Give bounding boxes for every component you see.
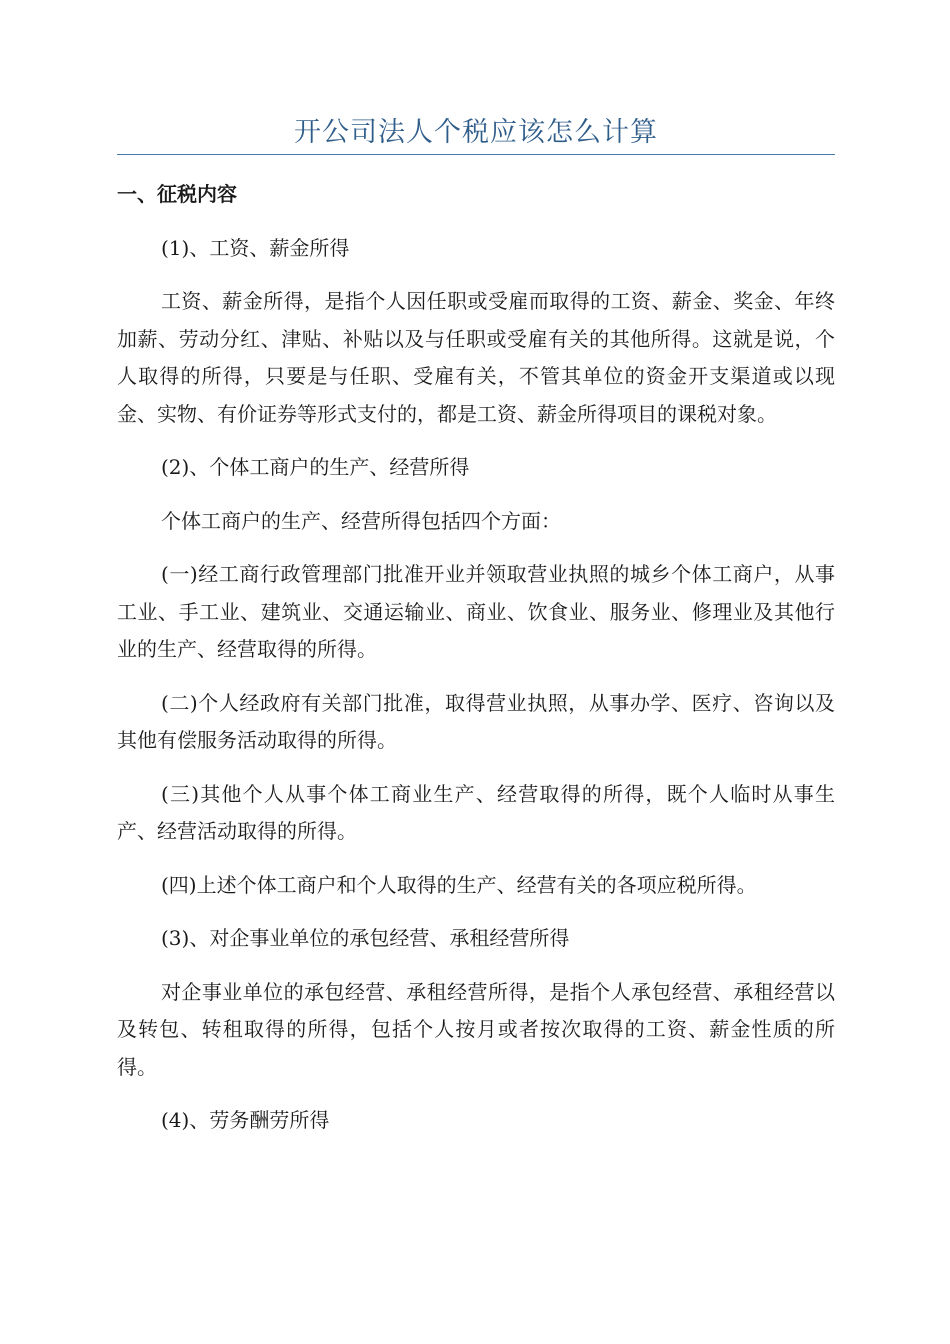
paragraph-contract-definition: 对企事业单位的承包经营、承租经营所得，是指个人承包经营、承租经营以及转包、转租取得的所得，包括个人按月或者按次取得的工资、薪金性质的所得。 [117, 979, 835, 1079]
subheading-wages: (1)、工资、薪金所得 [161, 235, 350, 260]
title-divider [117, 154, 835, 155]
subheading-business-income: (2)、个体工商户的生产、经营所得 [161, 455, 470, 479]
section-heading: 一、征税内容 [117, 182, 237, 206]
subheading-contract-income: (3)、对企事业单位的承包经营、承租经营所得 [161, 926, 570, 950]
paragraph-wages-definition: 工资、薪金所得，是指个人因任职或受雇而取得的工资、薪金、奖金、年终加薪、劳动分红、津贴、补贴以及与任职或受雇有关的其他所得。这就是说，个人取得的所得，只要是与任职、受雇有关，不管其单位的资金开支渠道或以现金、实物、有价证券等形式支付的，都是工资、薪金所得项目的课税对象。 [117, 289, 835, 426]
document-body [117, 176, 835, 1156]
page-title: 开公司法人个税应该怎么计算 [294, 117, 658, 148]
paragraph-business-item-2: (二)个人经政府有关部门批准，取得营业执照，从事办学、医疗、咨询以及其他有偿服务活动取得的所得。 [117, 690, 835, 752]
paragraph-business-intro: 个体工商户的生产、经营所得包括四个方面： [161, 508, 561, 533]
paragraph-business-item-3: (三)其他个人从事个体工商业生产、经营取得的所得，既个人临时从事生产、经营活动取得的所得。 [117, 781, 835, 843]
subheading-labor-remuneration: (4)、劳务酬劳所得 [161, 1108, 330, 1132]
paragraph-business-item-1: (一)经工商行政管理部门批准开业并领取营业执照的城乡个体工商户，从事工业、手工业、建筑业、交通运输业、商业、饮食业、服务业、修理业及其他行业的生产、经营取得的所得。 [117, 562, 835, 661]
paragraph-business-item-4: (四)上述个体工商户和个人取得的生产、经营有关的各项应税所得。 [161, 872, 757, 897]
